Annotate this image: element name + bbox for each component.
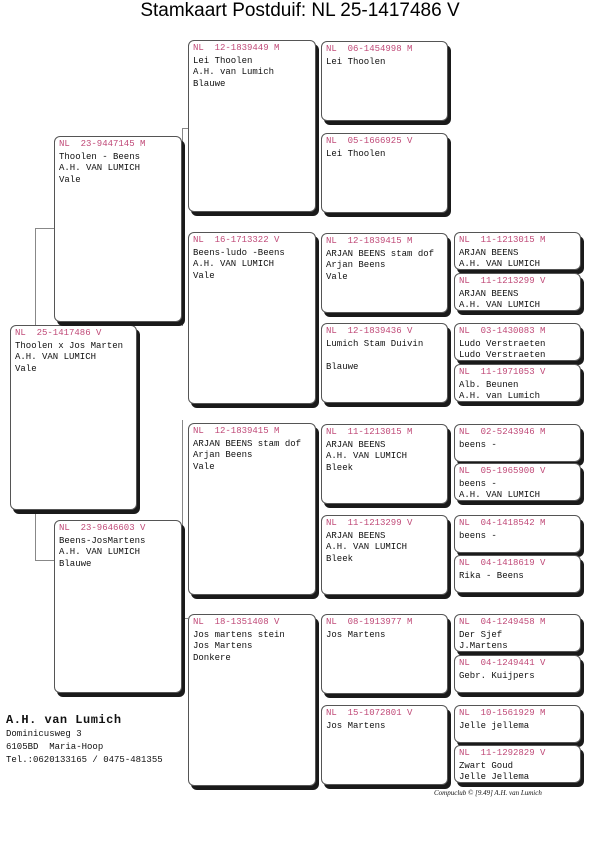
ring-number: NL 02-5243946 M (459, 427, 546, 437)
pigeon-card-ggp-4 (321, 323, 448, 403)
ring-number: NL 08-1913977 M (326, 617, 413, 627)
card-line: Arjan Beens (193, 450, 253, 460)
pigeon-card-gggp-6 (454, 463, 581, 501)
card-line: Ludo Verstraeten (459, 338, 546, 349)
card-line: Ludo Verstraeten (459, 350, 546, 360)
ring-number: NL 04-1418619 V (459, 558, 546, 568)
ring-number: NL 11-1292829 V (459, 748, 546, 758)
pigeon-card-ggp-2 (321, 133, 448, 213)
card-line: Bleek (326, 553, 354, 564)
ring-number: NL 12-1839436 V (326, 326, 413, 336)
card-line: beens - (459, 439, 497, 450)
owner-name: A.H. van Lumich (6, 713, 122, 727)
card-line: Jos Martens (326, 629, 386, 640)
ring-number: NL 11-1971053 V (459, 367, 546, 377)
card-line: A.H. VAN LUMICH (59, 163, 141, 173)
card-line: A.H. VAN LUMICH (326, 451, 408, 461)
ring-number: NL 23-9646603 V (59, 523, 146, 533)
ring-number: NL 11-1213015 M (326, 427, 413, 437)
pigeon-card-gggp-11 (454, 705, 581, 743)
card-line: Gebr. Kuijpers (459, 670, 535, 681)
card-line: ARJAN BEENS (459, 288, 519, 299)
card-line: Jos Martens (193, 641, 253, 651)
card-line: ARJAN BEENS stam dof (326, 248, 435, 259)
connector-line (316, 660, 317, 752)
pigeon-card-gggp-3 (454, 323, 581, 361)
pigeon-card-gggp-5 (454, 424, 581, 462)
pigeon-card-gggp-10 (454, 655, 581, 693)
card-line: Vale (15, 363, 37, 374)
pigeon-card-mother (54, 520, 182, 693)
ring-number: NL 04-1249458 M (459, 617, 546, 627)
ring-number: NL 12-1839415 M (193, 426, 280, 436)
pigeon-card-ggp-8 (321, 705, 448, 785)
card-line: A.H. VAN LUMICH (459, 490, 541, 500)
card-line: Beens-ludo -Beens (193, 247, 285, 258)
page-title: Stamkaart Postduif: NL 25-1417486 V (140, 0, 460, 21)
ring-number: NL 12-1839415 M (326, 236, 413, 246)
ring-number: NL 11-1213299 V (326, 518, 413, 528)
ring-number: NL 04-1418542 M (459, 518, 546, 528)
ring-number: NL 23-9447145 M (59, 139, 146, 149)
pigeon-card-grandmother-maternal (188, 614, 316, 786)
pigeon-card-gggp-9 (454, 614, 581, 652)
card-line: ARJAN BEENS (326, 530, 386, 541)
card-line: Thoolen - Beens (59, 151, 141, 162)
card-line: Lei Thoolen (326, 56, 386, 67)
card-line: Donkere (193, 652, 231, 663)
card-line: Jos Martens (326, 720, 386, 731)
card-line: Thoolen x Jos Marten (15, 340, 124, 351)
pigeon-card-grandmother-paternal (188, 232, 316, 404)
pigeon-card-ggp-3 (321, 233, 448, 313)
card-line: ARJAN BEENS stam dof (193, 438, 302, 449)
ring-number: NL 18-1351408 V (193, 617, 280, 627)
ring-number: NL 16-1713322 V (193, 235, 280, 245)
pigeon-card-gggp-2 (454, 273, 581, 311)
card-line: Lei Thoolen (326, 148, 386, 159)
card-line: A.H. VAN LUMICH (459, 300, 541, 310)
connector-line (35, 228, 36, 328)
owner-street: Dominicusweg 3 (6, 729, 82, 739)
card-line: J.Martens (459, 641, 508, 651)
pigeon-card-ggp-6 (321, 515, 448, 595)
card-line: ARJAN BEENS (459, 247, 519, 258)
card-line: Vale (326, 271, 348, 282)
pigeon-card-gggp-1 (454, 232, 581, 270)
pigeon-card-father (54, 136, 182, 322)
connector-line (316, 466, 317, 558)
ring-number: NL 10-1561929 M (459, 708, 546, 718)
connector-line (35, 560, 55, 561)
card-line (326, 350, 443, 362)
owner-info (6, 712, 163, 767)
card-line: Der Sjef (459, 629, 503, 640)
ring-number: NL 04-1249441 V (459, 658, 546, 668)
card-line: Jelle jellema (459, 720, 530, 731)
card-line: Beens-JosMartens (59, 535, 146, 546)
card-line: Lumich Stam Duivin (326, 338, 424, 349)
card-line: Jos martens stein (193, 629, 285, 640)
card-line: A.H. van Lumich (193, 67, 275, 77)
card-line: A.H. VAN LUMICH (15, 352, 97, 362)
ring-number: NL 12-1839449 M (193, 43, 280, 53)
connector-line (182, 420, 183, 618)
connector-line (316, 80, 317, 174)
ring-number: NL 25-1417486 V (15, 328, 102, 338)
card-line: Blauwe (326, 361, 359, 372)
card-line: Alb. Beunen (459, 379, 519, 390)
ring-number: NL 03-1430083 M (459, 326, 546, 336)
card-line: A.H. VAN LUMICH (459, 259, 541, 269)
card-line: Jelle Jellema (459, 772, 530, 782)
pigeon-card-gggp-7 (454, 515, 581, 553)
pigeon-card-grandfather-paternal (188, 40, 316, 212)
card-line: Vale (193, 270, 215, 281)
card-line: A.H. VAN LUMICH (193, 259, 275, 269)
owner-phone: Tel.:0620133165 / 0475-481355 (6, 755, 163, 765)
card-line: ARJAN BEENS (326, 439, 386, 450)
card-line: A.H. van Lumich (459, 391, 541, 401)
owner-city: 6105BD Maria-Hoop (6, 742, 104, 752)
card-line: Rika - Beens (459, 570, 524, 581)
card-line: Vale (193, 461, 215, 472)
card-line: Bleek (326, 462, 354, 473)
card-line: Zwart Goud (459, 760, 514, 771)
card-line: Blauwe (193, 78, 226, 89)
card-line: Blauwe (59, 558, 92, 569)
pigeon-card-gggp-4 (454, 364, 581, 402)
connector-line (35, 228, 55, 229)
pigeon-card-grandfather-maternal (188, 423, 316, 595)
card-line: beens - (459, 478, 497, 489)
ring-number: NL 11-1213015 M (459, 235, 546, 245)
pigeon-card-ggp-7 (321, 614, 448, 694)
card-line: Vale (59, 174, 81, 185)
ring-number: NL 05-1666925 V (326, 136, 413, 146)
card-line: Arjan Beens (326, 260, 386, 270)
footer-credit: Compuclub © [9.49] A.H. van Lumich (434, 789, 542, 797)
card-line: beens - (459, 530, 497, 541)
card-line: A.H. VAN LUMICH (59, 547, 141, 557)
pigeon-card-ggp-1 (321, 41, 448, 121)
connector-line (316, 278, 317, 368)
ring-number: NL 15-1072801 V (326, 708, 413, 718)
pigeon-card-subject (10, 325, 137, 510)
card-line: A.H. VAN LUMICH (326, 542, 408, 552)
pigeon-card-gggp-8 (454, 555, 581, 593)
pigeon-card-ggp-5 (321, 424, 448, 504)
ring-number: NL 05-1965900 V (459, 466, 546, 476)
pigeon-card-gggp-12 (454, 745, 581, 783)
connector-line (182, 128, 183, 326)
ring-number: NL 11-1213299 V (459, 276, 546, 286)
ring-number: NL 06-1454998 M (326, 44, 413, 54)
card-line: Lei Thoolen (193, 55, 253, 66)
